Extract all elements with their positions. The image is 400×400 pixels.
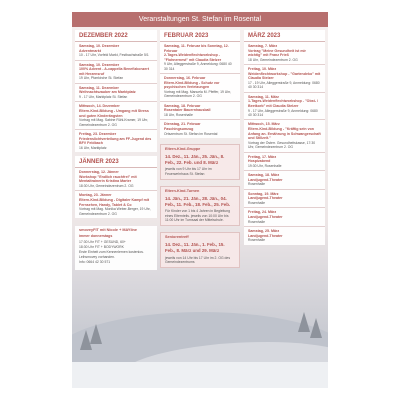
event-title: Hospizabend — [248, 159, 271, 164]
month-heading: FEBRUAR 2023 — [160, 30, 240, 42]
event-list — [75, 168, 157, 218]
box-dates: 14. Jän., 21. Jän., 28. Jän., 04. Feb., 11. Feb., 18. Feb., 25. Feb. — [165, 195, 231, 207]
event-title: Landjugend-Theater — [248, 233, 283, 238]
column-mar — [244, 30, 325, 245]
tree-icon — [310, 318, 322, 338]
event-title: Friedenslichtverteilung am FF-Jugend des BFV Feldbach — [79, 136, 152, 146]
column-dec-jan — [75, 30, 157, 270]
event-list — [75, 42, 157, 152]
month-heading: DEZEMBER 2022 — [75, 30, 157, 42]
snow-ground — [72, 362, 328, 388]
column-feb — [160, 30, 240, 268]
event-info: 9 - 17 Uhr, Alleggerstraße 9, Anmeldung: 0680 40 30 314 — [248, 108, 318, 117]
eltern-kind-gruppe-box — [160, 144, 240, 180]
box-note: jeweils von 9 Uhr bis 17 Uhr im Feuerwehrhaus St. Stefan — [165, 167, 212, 176]
event-item — [75, 168, 157, 191]
event-flyer — [72, 12, 328, 388]
event-info: 16 Uhr, Marktplatz — [79, 145, 107, 150]
event-title: Eltern-Kind-Bildung - Digitaler Kampf mit Fernsehen, Handy, Tablet & Co — [79, 197, 150, 207]
event-info: Vortrag mit Mag. Sabine Rühl-Kramer, 19 Uhr, Gemeindezentrum 2. OG — [79, 118, 149, 127]
event-item — [75, 61, 157, 84]
box-line: 17:30 Uhr FIT + GESUND, 60+ — [79, 239, 126, 244]
event-title: 2-Tages-Weidenflechtworkshop - "Flohnernest" mit Claudia Stelzer — [164, 53, 222, 62]
event-info: Vortrag der Österr. Gesundheitskasse, 17:30 Uhr, Gemeindezentrum 2. OG — [248, 140, 316, 150]
event-info: Rosenhalle — [248, 200, 265, 205]
event-date: Freitag, 17. März — [248, 154, 277, 159]
event-date: Samstag, 11. Februar bis Sonntag, 12. Februar — [164, 44, 229, 53]
event-item — [244, 153, 325, 172]
event-title: Eltern-Kind-Bildung - "Kräftig sein von Anfang an. Ernährung in Schwangerschaft und Stillzeit." — [248, 126, 321, 141]
box-title: smoveyFIT mit Nicole + MAYline — [79, 227, 137, 232]
event-item — [244, 65, 325, 93]
event-title: Faschingsumzug — [164, 126, 194, 131]
event-info: 18:30 Uhr, Gemeindezentrum 2. OG — [79, 183, 134, 188]
event-date: Montag, 23. Jänner — [79, 193, 112, 198]
event-title: Landjugend-Theater — [248, 177, 283, 182]
tree-icon — [298, 312, 310, 332]
event-info: Rosenhalle — [248, 219, 265, 224]
event-item — [75, 42, 157, 61]
event-item — [160, 74, 240, 102]
event-item — [75, 102, 157, 130]
event-date: Freitag, 24. März — [248, 210, 277, 215]
event-item — [244, 227, 325, 245]
event-title: Eltern-Kind-Bildung - Umgang mit Stress und guten Kinderängsten — [79, 108, 149, 118]
box-line: Erste Einheit zum Kennenlernen kostenlos. Leihsmovey vorhanden. — [79, 250, 144, 259]
event-title: Workshop "Endlich rauchfrei" mit Mentaltrainerin Kristina Marter — [79, 174, 137, 184]
box-subtitle: immer donnerstags — [79, 233, 113, 238]
box-title: Eltern-Kind-Turnen — [165, 188, 200, 193]
event-title: Rosentaler Bauernhausball — [164, 108, 211, 113]
event-date: Freitag, 23. Dezember — [79, 131, 117, 136]
event-info: 19:30 Uhr, Rosenhalle — [248, 163, 282, 168]
event-item — [75, 130, 157, 152]
seniorentreff-box — [160, 232, 240, 268]
box-line: Info: 0664 42 30 571 — [79, 260, 111, 265]
event-date: Sonntag, 19. März — [248, 191, 279, 196]
event-list — [160, 42, 240, 138]
event-date: Samstag, 25. März — [248, 228, 280, 233]
event-item — [160, 102, 240, 121]
tree-icon — [90, 324, 102, 344]
event-date: Mittwoch, 15. März — [248, 122, 280, 127]
box-note: Für Kinder von 1 bis 4 Jahren in Begleitung eines Elternteils. jeweils von 10:00 Uhr bis 11:00 Uhr im Turnsaal der Mittelschule. — [165, 209, 231, 222]
box-dates: 14. Dez., 11. Jän., 25. Jän., 8. Feb., 22. Feb. und 8. März — [165, 153, 225, 165]
event-item — [75, 191, 157, 218]
event-item — [244, 171, 325, 190]
event-info: 18 Uhr, Gemeindezentrum 2. OG — [248, 57, 298, 62]
event-item — [160, 42, 240, 74]
box-dates: 14. Dez., 11. Jän., 1. Feb., 15. Feb., 8. März und 29. März — [165, 242, 225, 253]
event-info: 9 Uhr, Alleggerstraße 9, Anmeldung: 0680 40 30 314 — [164, 62, 232, 71]
event-list — [244, 42, 325, 245]
event-date: Samstag, 10. Dezember — [79, 62, 120, 67]
event-title: Adventmarkt — [79, 48, 101, 53]
event-info: Rosenhalle — [248, 238, 265, 243]
event-info: Vortrag mit Mag. Manuela M. Pfeffer, 19 Uhr, Gemeindezentrum 2. OG — [164, 89, 232, 99]
event-title: 100% Advent - A-cappella Benefizkonzert mit Herzensruf — [79, 67, 150, 76]
box-line: 18:30 Uhr FIT + BODYWORK — [79, 244, 124, 249]
event-item — [244, 120, 325, 152]
event-date: Samstag, 10. Dezember — [79, 44, 120, 48]
event-date: Donnerstag, 16. Februar — [164, 76, 206, 81]
month-heading: MÄRZ 2023 — [244, 30, 325, 42]
event-date: Donnerstag, 12. Jänner — [79, 170, 119, 175]
event-item — [160, 120, 240, 138]
event-title: Weihnachtszauber am Marktplatz — [79, 90, 136, 95]
event-info: 19 Uhr, Pfarrkirche St. Stefan — [79, 76, 124, 81]
event-title: 1-Tages-Weidenflechtworkshop - "Obst- / Beetkorb" mit Claudia Stelzer — [248, 99, 319, 108]
event-item — [75, 84, 157, 103]
event-item — [244, 93, 325, 121]
eltern-kind-turnen-box — [160, 186, 240, 226]
event-title: Weidenflechtworkshop - "Gartendeko" mit Claudia Stelzer — [248, 71, 321, 81]
event-info: Rosenhalle — [248, 182, 265, 187]
event-date: Samstag, 7. März — [248, 44, 278, 48]
event-date: Mittwoch, 14. Dezember — [79, 104, 120, 109]
event-date: Samstag, 18. Februar — [164, 103, 201, 108]
event-title: Landjugend-Theater — [248, 214, 283, 219]
event-title: Vortrag "Meine Gesundheit ist mir wichtig" mit Franz Frieß — [248, 48, 306, 58]
event-info: 10 - 17 Uhr, Vorfeld Markt, Festbachstraße 5/1 — [79, 53, 149, 58]
event-item — [244, 208, 325, 227]
event-info: 17 - 19 Uhr, Alleggerstraße 9, Anmeldung: 0680 40 30 314 — [248, 80, 320, 90]
event-item — [244, 42, 325, 65]
event-date: Freitag, 10. März — [248, 67, 277, 72]
event-title: Eltern-Kind-Bildung - Schutz vor psychischen Verletzungen — [164, 80, 220, 90]
event-info: 18 Uhr, Rosenhalle — [164, 112, 193, 117]
event-info: 9 - 17 Uhr, Marktplatz St. Stefan — [79, 94, 128, 99]
event-date: Dienstag, 21. Februar — [164, 122, 201, 127]
smovey-box — [75, 226, 157, 270]
event-date: Samstag, 18. März — [248, 173, 280, 178]
box-title: Eltern-Kind-Gruppe — [165, 146, 201, 151]
event-date: Samstag, 11. Dezember — [79, 85, 119, 90]
event-item — [244, 190, 325, 209]
event-info: Vortrag mit Mag. Monika Weber-Berger, 19 Uhr, Gemeindezentrum 2. OG — [79, 207, 151, 216]
event-title: Landjugend-Theater — [248, 196, 283, 201]
box-title: Seniorentreff — [165, 235, 189, 240]
month-heading: JÄNNER 2023 — [75, 156, 157, 168]
page-title: Veranstaltungen St. Stefan im Rosental — [72, 12, 328, 27]
box-note: jeweils von 14 Uhr bis 17 Uhr im 2. OG des Gemeindezentrums — [165, 255, 231, 264]
event-date: Samstag, 11. März — [248, 94, 279, 99]
event-info: Ortszentrum St. Stefan im Rosental — [164, 131, 218, 136]
